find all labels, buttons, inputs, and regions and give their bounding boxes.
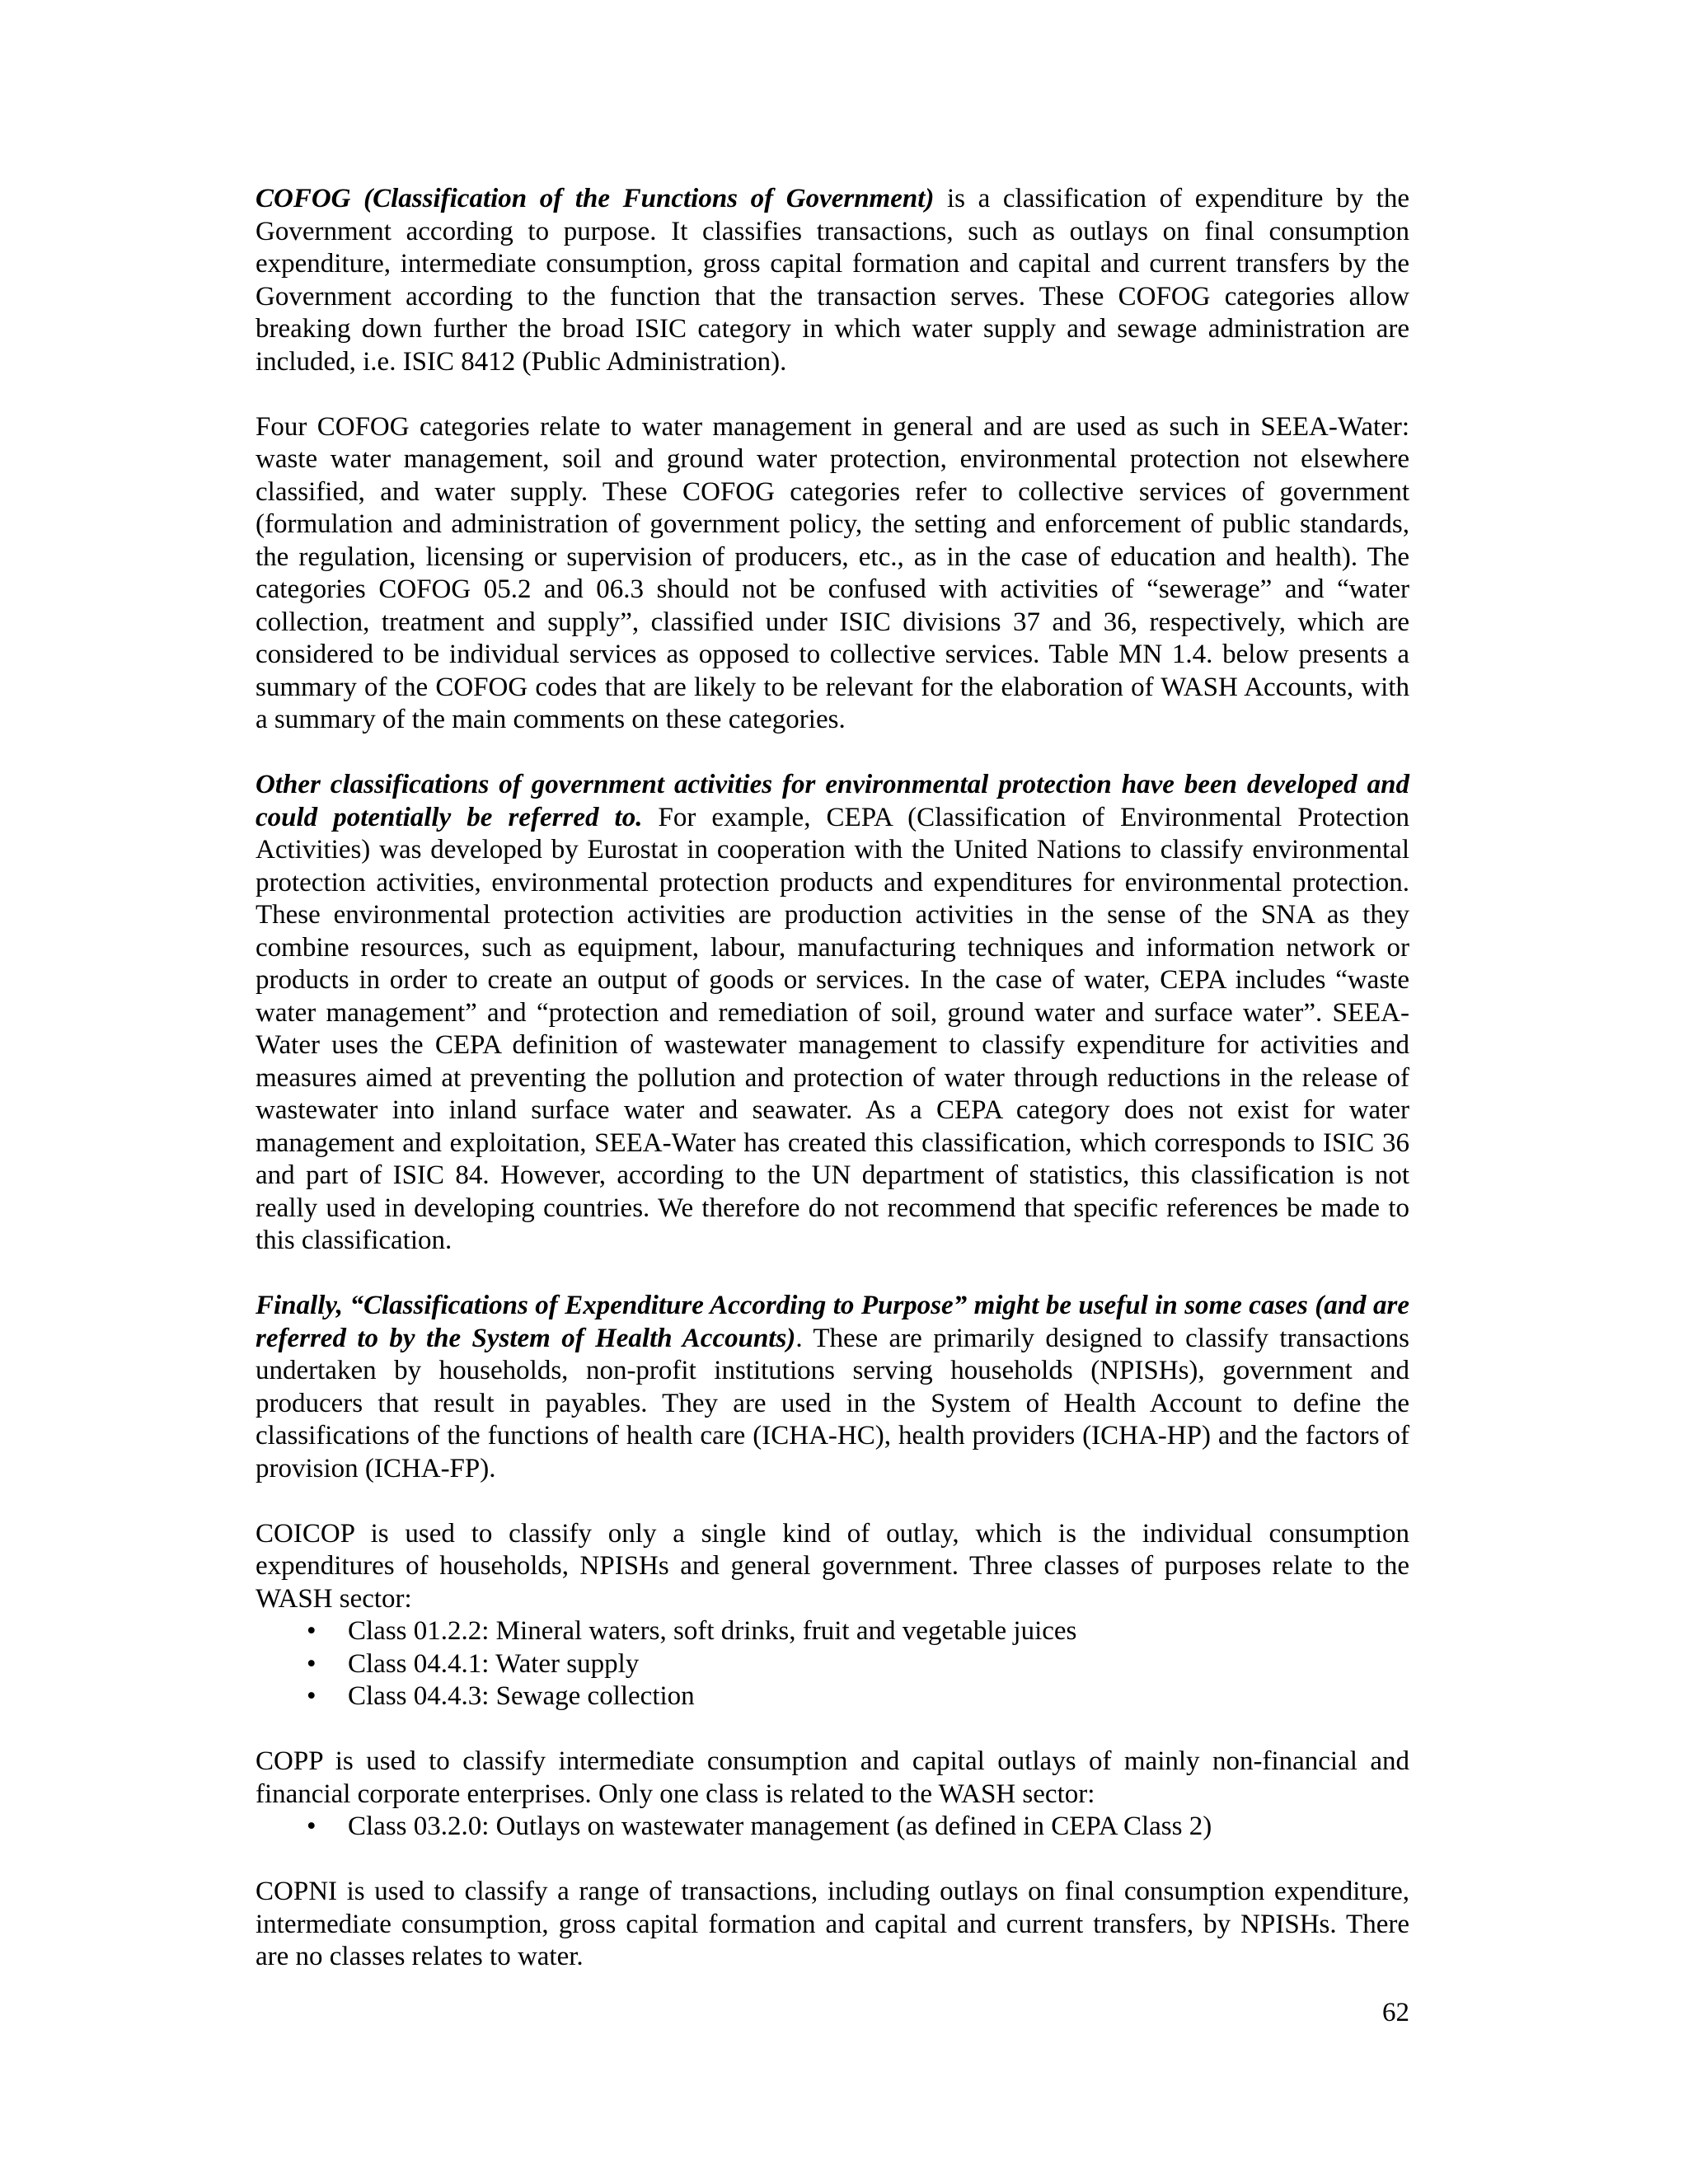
paragraph-lead: COFOG (Classification of the Functions of Government) bbox=[256, 184, 935, 213]
page-number: 62 bbox=[1382, 1998, 1409, 2027]
list-item-text: Class 03.2.0: Outlays on wastewater management (as defined in CEPA Class 2) bbox=[348, 1811, 1212, 1841]
list-item bbox=[256, 1680, 1409, 1713]
list-item-text: Class 04.4.1: Water supply bbox=[348, 1648, 640, 1679]
paragraph-lead: Other classifications of government activities for environmental protection have been developed and could potentially be referred to. bbox=[256, 770, 1409, 832]
bullet-icon: • bbox=[307, 1616, 316, 1646]
list-item bbox=[256, 1615, 1409, 1648]
paragraph-text: COPNI is used to classify a range of transactions, including outlays on final consumption expenditure, intermediate consumption, gross capital formation and capital and current transfers, by NPISHs. There are no classes relates to water. bbox=[256, 1877, 1409, 1971]
bullet-icon: • bbox=[307, 1648, 316, 1679]
document-body bbox=[256, 183, 1409, 2006]
paragraph-text: For example, CEPA (Classification of Environmental Protection Activities) was developed by Eurostat in cooperation with the United Nations to classify environmental protection activities, environmental protection products and expenditures for environmental protection. These environmental protection activities are production activities in the sense of the SNA as they combine resources, such as equipment, labour, manufacturing techniques and information network or products in order to create an output of goods or services. In the case of water, CEPA includes “waste water management” and “protection and remediation of soil, ground water and surface water”. SEEA-Water uses the CEPA definition of wastewater management to classify expenditure for activities and measures aimed at preventing the pollution and protection of water through reductions in the release of wastewater into inland surface water and seawater. As a CEPA category does not exist for water management and exploitation, SEEA-Water has created this classification, which corresponds to ISIC 36 and part of ISIC 84. However, according to the UN department of statistics, this classification is not really used in developing countries. We therefore do not recommend that specific references be made to this classification. bbox=[256, 802, 1409, 1255]
paragraph-text: is a classification of expenditure by the Government according to purpose. It classifies transactions, such as outlays on final consumption expenditure, intermediate consumption, gross capital formation and capital and current transfers by the Government according to the function that the transaction serves. These COFOG categories allow breaking down further the broad ISIC category in which water supply and sewage administration are included, i.e. ISIC 8412 (Public Administration). bbox=[256, 184, 1409, 377]
paragraph-expenditure-purpose bbox=[256, 1290, 1409, 1485]
bullet-icon: • bbox=[307, 1811, 316, 1841]
paragraph-cofog-definition bbox=[256, 183, 1409, 378]
paragraph-text: Four COFOG categories relate to water management in general and are used as such in SEEA-Water: waste water management, soil and ground water protection, environmental protection not elsewhere classified, and water supply. These COFOG categories refer to collective services of government (formulation and administration of government policy, the setting and enforcement of public standards, the regulation, licensing or supervision of producers, etc., as in the case of education and health). The categories COFOG 05.2 and 06.3 should not be confused with activities of “sewerage” and “water collection, treatment and supply”, classified under ISIC divisions 37 and 36, respectively, which are considered to be individual services as opposed to collective services. Table MN 1.4. below presents a summary of the COFOG codes that are likely to be relevant for the elaboration of WASH Accounts, with a summary of the main comments on these categories. bbox=[256, 411, 1409, 734]
paragraph-cofog-water-categories bbox=[256, 411, 1409, 737]
paragraph-lead: Finally, “Classifications of Expenditure According to Purpose” might be useful in some cases (and are referred to by the System of Health Accounts) bbox=[256, 1291, 1409, 1353]
paragraph-copp bbox=[256, 1746, 1409, 1811]
copp-class-list bbox=[256, 1811, 1409, 1844]
list-item-text: Class 04.4.3: Sewage collection bbox=[348, 1681, 695, 1711]
list-item-text: Class 01.2.2: Mineral waters, soft drinks, fruit and vegetable juices bbox=[348, 1616, 1077, 1646]
paragraph-text: COICOP is used to classify only a single kind of outlay, which is the individual consumption expenditures of households, NPISHs and general government. Three classes of purposes relate to the WASH sector: bbox=[256, 1518, 1409, 1614]
list-item bbox=[256, 1648, 1409, 1681]
paragraph-text: COPP is used to classify intermediate consumption and capital outlays of mainly non-financial and financial corporate enterprises. Only one class is related to the WASH sector: bbox=[256, 1746, 1409, 1809]
paragraph-text: . These are primarily designed to classify transactions undertaken by households, non-profit institutions serving households (NPISHs), government and producers that result in payables. They are used in the System of Health Account to define the classifications of the functions of health care (ICHA-HC), health providers (ICHA-HP) and the factors of provision (ICHA-FP). bbox=[256, 1323, 1409, 1483]
coicop-class-list bbox=[256, 1615, 1409, 1713]
list-item bbox=[256, 1811, 1409, 1844]
paragraph-coicop bbox=[256, 1518, 1409, 1616]
bullet-icon: • bbox=[307, 1681, 316, 1711]
paragraph-cepa bbox=[256, 769, 1409, 1258]
paragraph-copni bbox=[256, 1876, 1409, 1974]
